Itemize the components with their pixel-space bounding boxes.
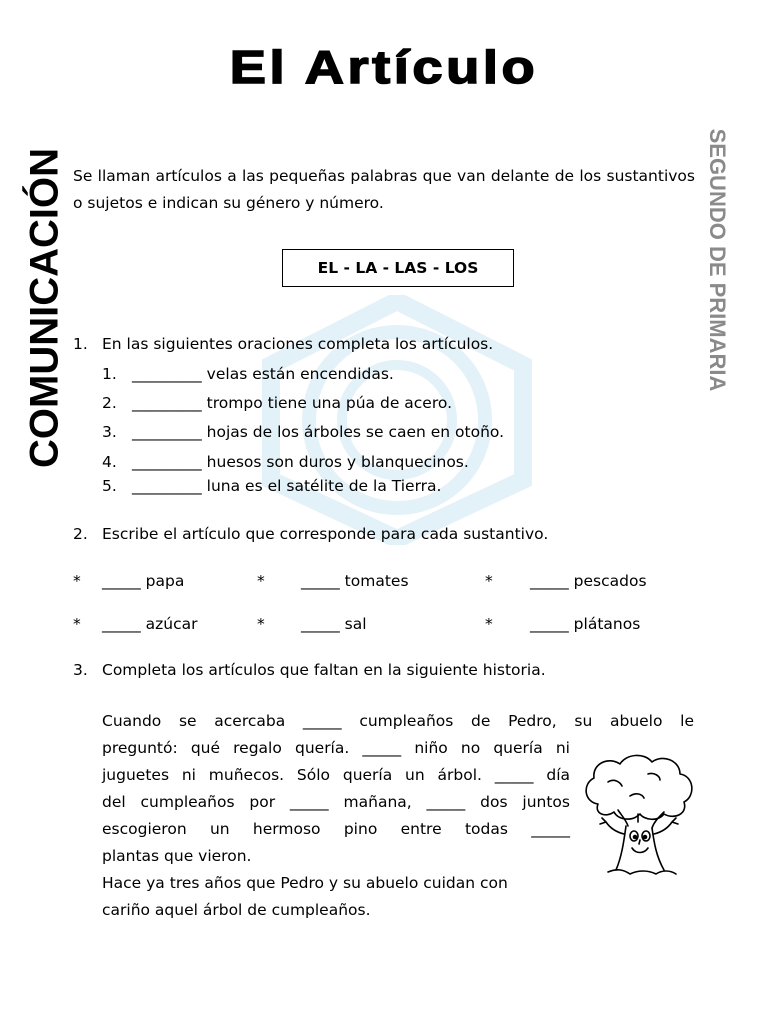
noun-blank: _____ sal [301,615,367,633]
subject-side-text: COMUNICACIÓN [22,148,67,468]
grade-side-label [700,128,734,392]
bullet: * [485,615,493,633]
story-line: cariño aquel árbol de cumpleaños. [102,901,371,919]
tree-cartoon-icon [578,752,698,878]
exercise-1-item-num: 3. [102,423,117,441]
story-line: preguntó: qué regalo quería. _____ niño no quería ni [102,739,570,757]
page-title: El Artículo [229,41,539,93]
bullet: * [257,615,265,633]
exercise-1-item-num: 2. [102,394,117,412]
exercise-1-instruction: En las siguientes oraciones completa los artículos. [102,335,494,353]
exercise-1-number: 1. [73,335,88,353]
exercise-3-number: 3. [73,661,88,679]
story-line: Cuando se acercaba _____ cumpleaños de Pedro, su abuelo le [102,712,694,730]
subject-side-label [22,148,68,468]
exercise-1-item-text: _________ huesos son duros y blanquecinos. [132,453,469,471]
noun-blank: _____ azúcar [102,615,198,633]
story-line: plantas que vieron. [102,847,252,865]
noun-blank: _____ tomates [301,572,409,590]
articles-box: EL - LA - LAS - LOS [282,249,514,287]
bullet: * [73,572,81,590]
noun-blank: _____ papa [102,572,185,590]
story-line: Hace ya tres años que Pedro y su abuelo cuidan con [102,874,508,892]
bullet: * [257,572,265,590]
exercise-3-instruction: Completa los artículos que faltan en la siguiente historia. [102,661,546,679]
exercise-1-item-text: _________ luna es el satélite de la Tierra. [132,477,442,495]
noun-blank: _____ pescados [530,572,647,590]
exercise-2-number: 2. [73,525,88,543]
watermark-logo-icon [255,295,540,545]
noun-blank: _____ plátanos [530,615,641,633]
exercise-1-item-text: _________ trompo tiene una púa de acero. [132,394,453,412]
bullet: * [73,615,81,633]
exercise-2-instruction: Escribe el artículo que corresponde para cada sustantivo. [102,525,549,543]
story-line: escogieron un hermoso pino entre todas _____ [102,820,570,838]
exercise-1-item-num: 1. [102,365,117,383]
intro-paragraph: Se llaman artículos a las pequeñas palabras que van delante de los sustantivos o sujetos e indican su género y número. [73,167,695,212]
bullet: * [485,572,493,590]
story-line: juguetes ni muñecos. Sólo quería un árbol. _____ día [102,766,570,784]
exercise-1-item-num: 4. [102,453,117,471]
story-line: del cumpleaños por _____ mañana, _____ dos juntos [102,793,570,811]
exercise-1-item-num: 5. [102,477,117,495]
grade-side-text: SEGUNDO DE PRIMARIA [705,128,730,392]
exercise-1-item-text: _________ velas están encendidas. [132,365,394,383]
exercise-1-item-text: _________ hojas de los árboles se caen en otoño. [132,423,505,441]
